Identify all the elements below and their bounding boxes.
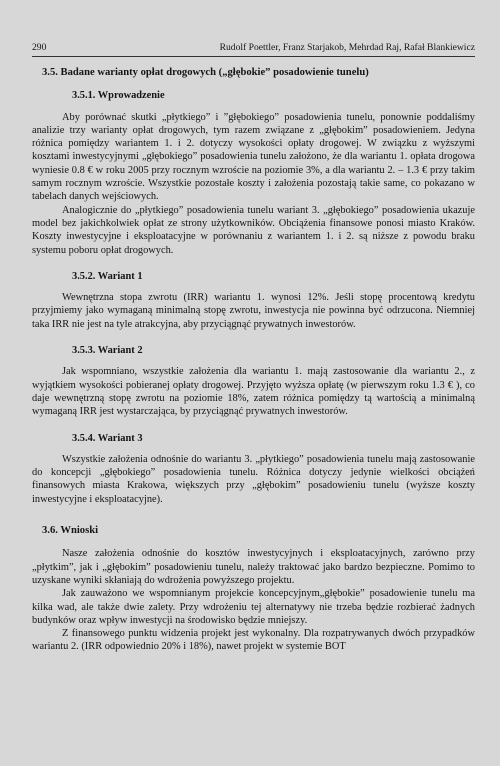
page-number: 290 (32, 42, 47, 53)
section-heading-3-6: 3.6. Wnioski (42, 525, 99, 537)
running-header (32, 42, 475, 57)
subsection-heading-3-5-4: 3.5.4. Wariant 3 (72, 432, 143, 444)
paragraph: Jak wspomniano, wszystkie założenia dla wariantu 1. mają zastosowanie dla wariantu 2., z wyjątkiem wysokości pobieranej opłaty drogowej. Przyjęto wyższa opłatę (w pierwszym roku 1.3 € ), co daje wewnętrzną stopę zwrotu na poziomie 18%, zatem różnica pomiędzy tą wartością a minimalną wymaganą IRR jest wystarczająca, by przyciągnąć prywatnych inwestorów. (32, 366, 475, 418)
paragraph: Analogicznie do „płytkiego” posadowienia tunelu wariant 3. „głębokiego” posadowienia ukazuje model bez jakichkolwiek opłat ze strony użytkowników. Obciążenia finansowe ponosi miasto Kraków. Koszty inwestycyjne i eksploatacyjne w porównaniu z wariantem 1. i 2. są niższe z powodu braku systemu poboru opłat drogowych. (32, 204, 475, 256)
paragraph: Wszystkie założenia odnośnie do wariantu 3. „płytkiego” posadowienia tunelu mają zastosowanie do koncepcji „głębokiego” posadowienia tunelu. Różnica dotyczy jedynie wielkości obciążeń finansowych miasta Krakowa, większych przy „głębokim” posadowieniu tunelu (wyższe koszty inwestycyjne i eksploatacyjne). (32, 453, 475, 505)
paragraph: Nasze założenia odnośnie do kosztów inwestycyjnych i eksploatacyjnych, zarówno przy „płytkim”, jak i „głębokim” posadowieniu tunelu, należy traktować jako bardzo bezpieczne. Pomimo to uzyskane wyniki skłaniają do wdrożenia powyższego projektu. (32, 548, 475, 586)
section-heading-3-5: 3.5. Badane warianty opłat drogowych („głębokie” posadowienie tunelu) (42, 67, 369, 78)
paragraph: Wewnętrzna stopa zwrotu (IRR) wariantu 1. wynosi 12%. Jeśli stopę procentową kredytu przyjmiemy jako wymaganą minimalną stopę zwrotu, inwestycja nie powinna być odrzucona. Niemniej taka IRR nie jest na tyle atrakcyjna, aby przyciągnąć prywatnych inwestorów. (32, 292, 475, 330)
subsection-heading-3-5-2: 3.5.2. Wariant 1 (72, 270, 143, 282)
subsection-heading-3-5-1: 3.5.1. Wprowadzenie (72, 90, 165, 102)
page-content (32, 66, 475, 654)
paragraph: Z finansowego punktu widzenia projekt jest wykonalny. Dla rozpatrywanych dwóch przypadków wariantu 2. (IRR odpowiednio 20% i 18%), nawet projekt w systemie BOT (32, 628, 475, 653)
paragraph: Aby porównać skutki „płytkiego” i ”głębokiego” posadowienia tunelu, ponownie poddaliśmy analizie trzy warianty opłat drogowych, tym razem związane z „głębokim” posadowieniem. Jedyna różnica pomiędzy wariantem 1. i 2. dotyczy wysokości opłaty drogowej. W związku z wyższymi kosztami inwestycyjnymi „głębokiego” posadowienia tunelu założono, że dla wariantu 1. opłata drogowa wyniesie 0.8 € w roku 2005 przy rocznym wzroście na poziomie 3%, a dla wariantu 2. – 1.3 € przy takim samym rocznym wzroście. Wszystkie pozostałe koszty i założenia pozostają takie same, co pokazano w tabelach danych wejściowych. (32, 111, 475, 203)
paragraph: Jak zauważono we wspomnianym projekcie koncepcyjnym„głębokie” posadowienie tunelu ma kilka wad, ale także dwie zalety. Przy wdrożeniu tej alternatywy nie trzeba będzie rozbierać żadnych budynków oraz wpływ inwestycji na środowisko będzie mniejszy. (32, 588, 475, 626)
subsection-heading-3-5-3: 3.5.3. Wariant 2 (72, 345, 143, 357)
header-authors: Rudolf Poettler, Franz Starjakob, Mehrdad Raj, Rafał Blankiewicz (219, 42, 475, 53)
